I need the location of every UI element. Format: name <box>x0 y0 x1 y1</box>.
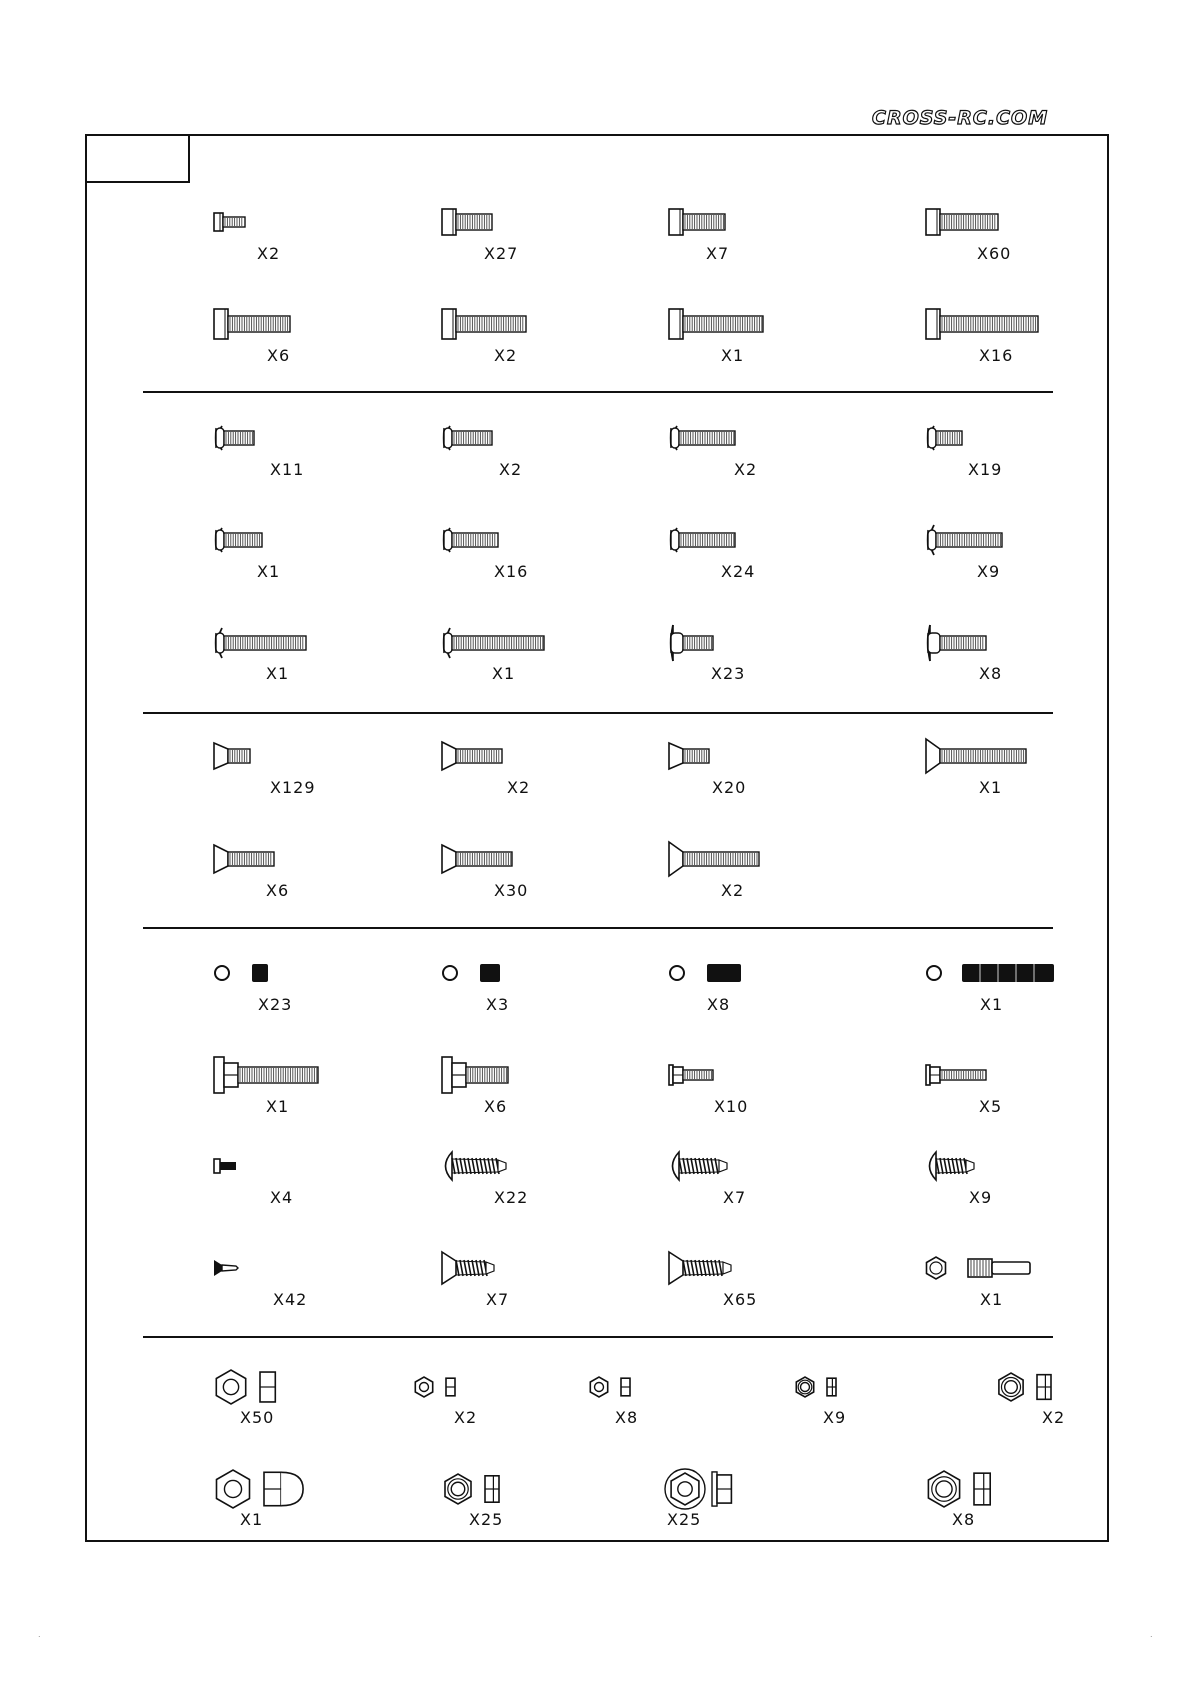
quantity-label: X11 <box>270 460 305 479</box>
quantity-label: X9 <box>823 1408 847 1427</box>
quantity-label: X25 <box>469 1510 504 1529</box>
quantity-label: X8 <box>979 664 1003 683</box>
flange-button-screw-icon <box>669 643 713 644</box>
quantity-label: X2 <box>499 460 523 479</box>
button-screw-icon <box>926 540 1002 541</box>
corner-mark: . <box>38 1630 41 1639</box>
quantity-label: X1 <box>979 778 1003 797</box>
quantity-label: X1 <box>240 1510 264 1529</box>
quantity-label: X8 <box>952 1510 976 1529</box>
cap-screw-icon <box>926 324 1038 325</box>
flange-button-screw-icon <box>926 643 986 644</box>
hex-nut-icon <box>214 1387 275 1388</box>
quantity-label: X9 <box>977 562 1001 581</box>
quantity-label: X1 <box>266 1097 290 1116</box>
quantity-label: X8 <box>615 1408 639 1427</box>
button-screw-icon <box>214 438 254 439</box>
set-screw-icon <box>669 973 741 974</box>
flange-bolt-icon <box>926 1075 986 1076</box>
quantity-label: X1 <box>980 995 1004 1014</box>
button-screw-icon <box>669 540 735 541</box>
quantity-label: X16 <box>494 562 529 581</box>
hex-bolt-icon <box>214 1075 318 1076</box>
quantity-label: X7 <box>723 1188 747 1207</box>
self-tapping-countersunk-screw-icon <box>669 1268 731 1269</box>
quantity-label: X50 <box>240 1408 275 1427</box>
cap-screw-icon <box>442 222 492 223</box>
quantity-label: X9 <box>969 1188 993 1207</box>
button-screw-icon <box>214 540 262 541</box>
brand-logo <box>872 106 1116 130</box>
cap-screw-icon <box>214 222 245 223</box>
cap-screw-icon <box>669 324 763 325</box>
tiny-countersunk-screw-icon <box>214 1268 238 1269</box>
button-screw-icon <box>442 643 544 644</box>
lock-nut-icon <box>926 1489 990 1490</box>
self-tapping-button-screw-icon <box>669 1166 727 1167</box>
cap-screw-icon <box>442 324 526 325</box>
section-divider <box>143 391 1053 393</box>
countersunk-screw-icon <box>442 859 512 860</box>
quantity-label: X60 <box>977 244 1012 263</box>
quantity-label: X1 <box>980 1290 1004 1309</box>
set-screw-icon <box>442 973 500 974</box>
quantity-label: X5 <box>979 1097 1003 1116</box>
countersunk-screw-icon <box>669 859 759 860</box>
quantity-label: X2 <box>1042 1408 1066 1427</box>
quantity-label: X2 <box>494 346 518 365</box>
quantity-label: X1 <box>492 664 516 683</box>
set-screw-icon <box>214 973 268 974</box>
quantity-label: X20 <box>712 778 747 797</box>
cap-screw-icon <box>926 222 998 223</box>
quantity-label: X19 <box>968 460 1003 479</box>
hex-nut-icon <box>414 1387 455 1388</box>
quantity-label: X3 <box>486 995 510 1014</box>
quantity-label: X129 <box>270 778 316 797</box>
shoulder-screw-icon <box>926 1268 1030 1269</box>
quantity-label: X2 <box>257 244 281 263</box>
svg-text:CROSS-RC.COM: CROSS-RC.COM <box>872 107 1049 129</box>
quantity-label: X1 <box>266 664 290 683</box>
step-number-box <box>87 136 190 183</box>
set-screw-icon <box>926 973 1056 974</box>
quantity-label: X23 <box>711 664 746 683</box>
quantity-label: X2 <box>507 778 531 797</box>
section-divider <box>143 1336 1053 1338</box>
countersunk-screw-icon <box>926 756 1026 757</box>
quantity-label: X16 <box>979 346 1014 365</box>
lock-nut-icon <box>997 1387 1051 1388</box>
quantity-label: X65 <box>723 1290 758 1309</box>
self-tapping-button-screw-icon <box>442 1166 506 1167</box>
quantity-label: X8 <box>707 995 731 1014</box>
quantity-label: X27 <box>484 244 519 263</box>
button-screw-icon <box>442 438 492 439</box>
quantity-label: X2 <box>454 1408 478 1427</box>
quantity-label: X2 <box>721 881 745 900</box>
flange-nut-icon <box>669 1489 731 1490</box>
quantity-label: X22 <box>494 1188 529 1207</box>
button-screw-icon <box>669 438 735 439</box>
countersunk-screw-icon <box>214 756 250 757</box>
hex-bolt-icon <box>442 1075 508 1076</box>
quantity-label: X25 <box>667 1510 702 1529</box>
countersunk-screw-icon <box>669 756 709 757</box>
quantity-label: X10 <box>714 1097 749 1116</box>
quantity-label: X1 <box>257 562 281 581</box>
cap-screw-icon <box>214 324 290 325</box>
button-screw-icon <box>926 438 962 439</box>
quantity-label: X24 <box>721 562 756 581</box>
button-screw-icon <box>442 540 498 541</box>
section-divider <box>143 712 1053 714</box>
self-tapping-countersunk-screw-icon <box>442 1268 494 1269</box>
countersunk-screw-icon <box>442 756 502 757</box>
quantity-label: X6 <box>267 346 291 365</box>
quantity-label: X6 <box>266 881 290 900</box>
cap-screw-icon <box>669 222 725 223</box>
quantity-label: X23 <box>258 995 293 1014</box>
lock-nut-icon <box>795 1387 836 1388</box>
quantity-label: X1 <box>721 346 745 365</box>
quantity-label: X7 <box>486 1290 510 1309</box>
self-tapping-button-screw-icon <box>926 1166 974 1167</box>
lock-nut-icon <box>443 1489 499 1490</box>
corner-mark: . <box>1150 1630 1153 1639</box>
parts-frame <box>85 134 1109 1542</box>
hex-nut-icon <box>589 1387 630 1388</box>
section-divider <box>143 927 1053 929</box>
button-screw-icon <box>214 643 306 644</box>
quantity-label: X6 <box>484 1097 508 1116</box>
acorn-nut-icon <box>214 1489 303 1490</box>
countersunk-screw-icon <box>214 859 274 860</box>
small-cap-screw-icon <box>214 1166 236 1167</box>
quantity-label: X42 <box>273 1290 308 1309</box>
quantity-label: X2 <box>734 460 758 479</box>
quantity-label: X7 <box>706 244 730 263</box>
flange-bolt-icon <box>669 1075 713 1076</box>
quantity-label: X30 <box>494 881 529 900</box>
quantity-label: X4 <box>270 1188 294 1207</box>
